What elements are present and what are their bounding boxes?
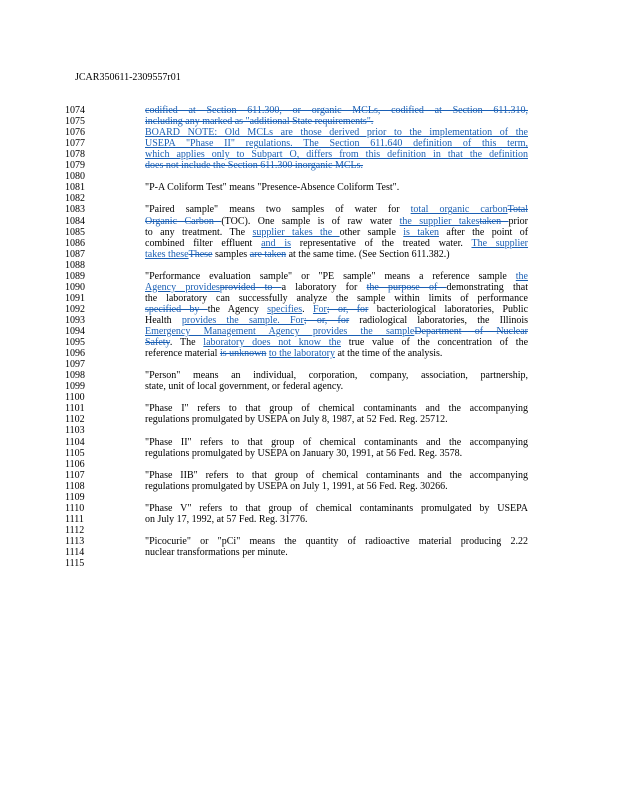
inserted-text: which applies only to Subpart O, differs from this definition in that the definition — [145, 149, 528, 161]
deleted-text: provided to — [219, 281, 282, 293]
line-number: 1083 — [65, 204, 85, 216]
line-number: 1076 — [65, 127, 85, 139]
line-number: 1115 — [65, 558, 85, 570]
text-run: "Person" means an individual, corporation, company, association, partnership, — [145, 370, 528, 382]
text-run: "Phase II" refers to that group of chemical contaminants and the accompanying — [145, 436, 528, 448]
text-run: . — [302, 303, 313, 315]
inserted-text: and is — [261, 237, 291, 249]
line-number: 1075 — [65, 116, 85, 128]
line-number: 1113 — [65, 535, 85, 547]
text-run: state, unit of local government, or federal agency. — [145, 381, 344, 393]
inserted-text: the supplier takes — [399, 215, 480, 227]
text-run: to any treatment. The — [145, 226, 253, 238]
deleted-text: ; or, for — [303, 314, 350, 326]
line-number: 1104 — [65, 436, 85, 448]
document-id: JCAR350611-2309557r01 — [75, 72, 181, 83]
line-number: 1109 — [65, 491, 85, 503]
deleted-text: including any marked as "additional State requirements". — [145, 116, 374, 128]
text-run: demonstrating that — [446, 281, 528, 293]
text-run: reference material — [145, 348, 220, 360]
deleted-text: does not include the Section 611.300 inorganic MCLs. — [145, 160, 364, 172]
text-run: "Paired sample" means two samples of water for — [145, 204, 411, 216]
line-number: 1106 — [65, 458, 85, 470]
line-number: 1082 — [65, 193, 85, 205]
text-run: the laboratory can successfully analyze the sample within limits of performance — [145, 292, 528, 304]
deleted-text: Department of Nuclear — [414, 326, 528, 337]
line-number: 1079 — [65, 160, 85, 172]
document-line — [0, 557, 618, 570]
line-number: 1096 — [65, 348, 85, 360]
inserted-text: the — [515, 270, 528, 282]
line-number: 1112 — [65, 524, 85, 536]
line-number: 1095 — [65, 337, 85, 349]
text-run: bacteriological laboratories, Public — [368, 303, 529, 315]
line-number: 1088 — [65, 259, 85, 271]
text-run: representative of the treated water. — [291, 237, 472, 249]
deleted-text: codified at Section 611.300, or organic MCLs, codified at Section 611.310, — [145, 105, 528, 116]
line-number: 1093 — [65, 314, 85, 326]
deleted-text: Organic Carbon — [145, 215, 222, 227]
line-number: 1111 — [65, 513, 84, 525]
inserted-text: laboratory does not know the — [203, 337, 341, 349]
inserted-text: total organic carbon — [410, 204, 508, 216]
deleted-text: are taken — [249, 248, 287, 260]
inserted-text: to the laboratory — [268, 348, 335, 360]
text-run: on July 17, 1992, at 57 Fed. Reg. 31776. — [145, 513, 308, 525]
deleted-text: is unknown — [219, 348, 267, 360]
line-number: 1077 — [65, 138, 85, 150]
inserted-text: Agency provides — [145, 281, 220, 293]
line-number: 1097 — [65, 359, 85, 371]
line-number: 1101 — [65, 403, 85, 415]
line-number: 1092 — [65, 303, 85, 315]
text-run: "Picocurie" or "pCi" means the quantity of radioactive material producing 2.22 — [145, 535, 528, 547]
line-number: 1110 — [65, 502, 85, 514]
text-run: (TOC). One sample is of raw water — [221, 215, 400, 227]
line-number: 1108 — [65, 480, 85, 492]
line-number: 1091 — [65, 292, 85, 304]
deleted-text: the purpose of — [366, 281, 447, 293]
text-run: at the time of the analysis. — [334, 348, 443, 360]
text-run: "Performance evaluation sample" or "PE sample" means a reference sample — [145, 270, 516, 282]
line-number: 1099 — [65, 381, 85, 393]
line-number: 1107 — [65, 469, 85, 481]
deleted-text: These — [188, 248, 213, 260]
line-number: 1102 — [65, 414, 85, 426]
line-number: 1100 — [65, 392, 85, 404]
text-run: "Phase V" refers to that group of chemical contaminants promulgated by USEPA — [145, 502, 528, 514]
line-number: 1087 — [65, 248, 85, 260]
line-number: 1081 — [65, 182, 85, 194]
line-number: 1085 — [65, 226, 85, 238]
line-number: 1089 — [65, 270, 85, 282]
inserted-text: supplier takes the — [252, 226, 340, 238]
inserted-text: USEPA "Phase II" regulations. The Section 611.640 definition of this term, — [145, 138, 528, 150]
text-run: other sample — [339, 226, 404, 238]
text-run: a laboratory for — [281, 281, 367, 293]
deleted-text: taken — [479, 215, 509, 227]
inserted-text: BOARD NOTE: Old MCLs are those derived prior to the implementation of the — [145, 127, 528, 139]
line-number: 1105 — [65, 447, 85, 459]
text-run: regulations promulgated by USEPA on July 1, 1991, at 56 Fed. Reg. 30266. — [145, 480, 448, 492]
text-run: true value of the concentration of the — [340, 337, 529, 349]
inserted-text: For — [312, 303, 327, 315]
line-number: 1084 — [65, 215, 85, 227]
text-run: "Phase IIB" refers to that group of chemical contaminants and the accompanying — [145, 469, 528, 481]
text-run: regulations promulgated by USEPA on July 8, 1987, at 52 Fed. Reg. 25712. — [145, 414, 448, 426]
deleted-text: Safety — [145, 337, 170, 349]
text-run: prior — [508, 215, 528, 227]
text-run: the Agency — [207, 303, 268, 315]
inserted-text: takes these — [145, 248, 189, 260]
text-run: . The — [169, 337, 204, 349]
inserted-text: specifies — [267, 303, 303, 315]
inserted-text: provides the sample. For — [181, 314, 304, 326]
text-run: combined filter effluent — [145, 237, 262, 249]
deleted-text: specified by — [145, 303, 208, 315]
text-run: radiological laboratories, the Illinois — [349, 314, 529, 326]
line-number: 1094 — [65, 326, 85, 337]
line-number: 1114 — [65, 547, 85, 558]
line-number: 1086 — [65, 237, 85, 249]
line-number: 1074 — [65, 105, 85, 116]
line-number: 1103 — [65, 425, 85, 437]
text-run: at the same time. (See Section 611.382.) — [286, 248, 450, 260]
line-number: 1080 — [65, 171, 85, 183]
deleted-text: ; or, for — [326, 303, 369, 315]
text-run: regulations promulgated by USEPA on January 30, 1991, at 56 Fed. Reg. 3578. — [145, 447, 463, 459]
text-run: nuclear transformations per minute. — [145, 547, 288, 558]
text-run: "Phase I" refers to that group of chemical contaminants and the accompanying — [145, 403, 528, 415]
inserted-text: Emergency Management Agency provides the sample — [145, 326, 415, 337]
inserted-text: is taken — [403, 226, 440, 238]
line-number: 1098 — [65, 370, 85, 382]
inserted-text: The supplier — [471, 237, 529, 249]
text-run: samples — [212, 248, 250, 260]
text-run: after the point of — [439, 226, 529, 238]
deleted-text: Total — [507, 204, 528, 216]
line-number: 1090 — [65, 281, 85, 293]
text-run: "P-A Coliform Test" means "Presence-Absence Coliform Test". — [145, 182, 400, 194]
text-run: Health — [145, 314, 182, 326]
line-number: 1078 — [65, 149, 85, 161]
